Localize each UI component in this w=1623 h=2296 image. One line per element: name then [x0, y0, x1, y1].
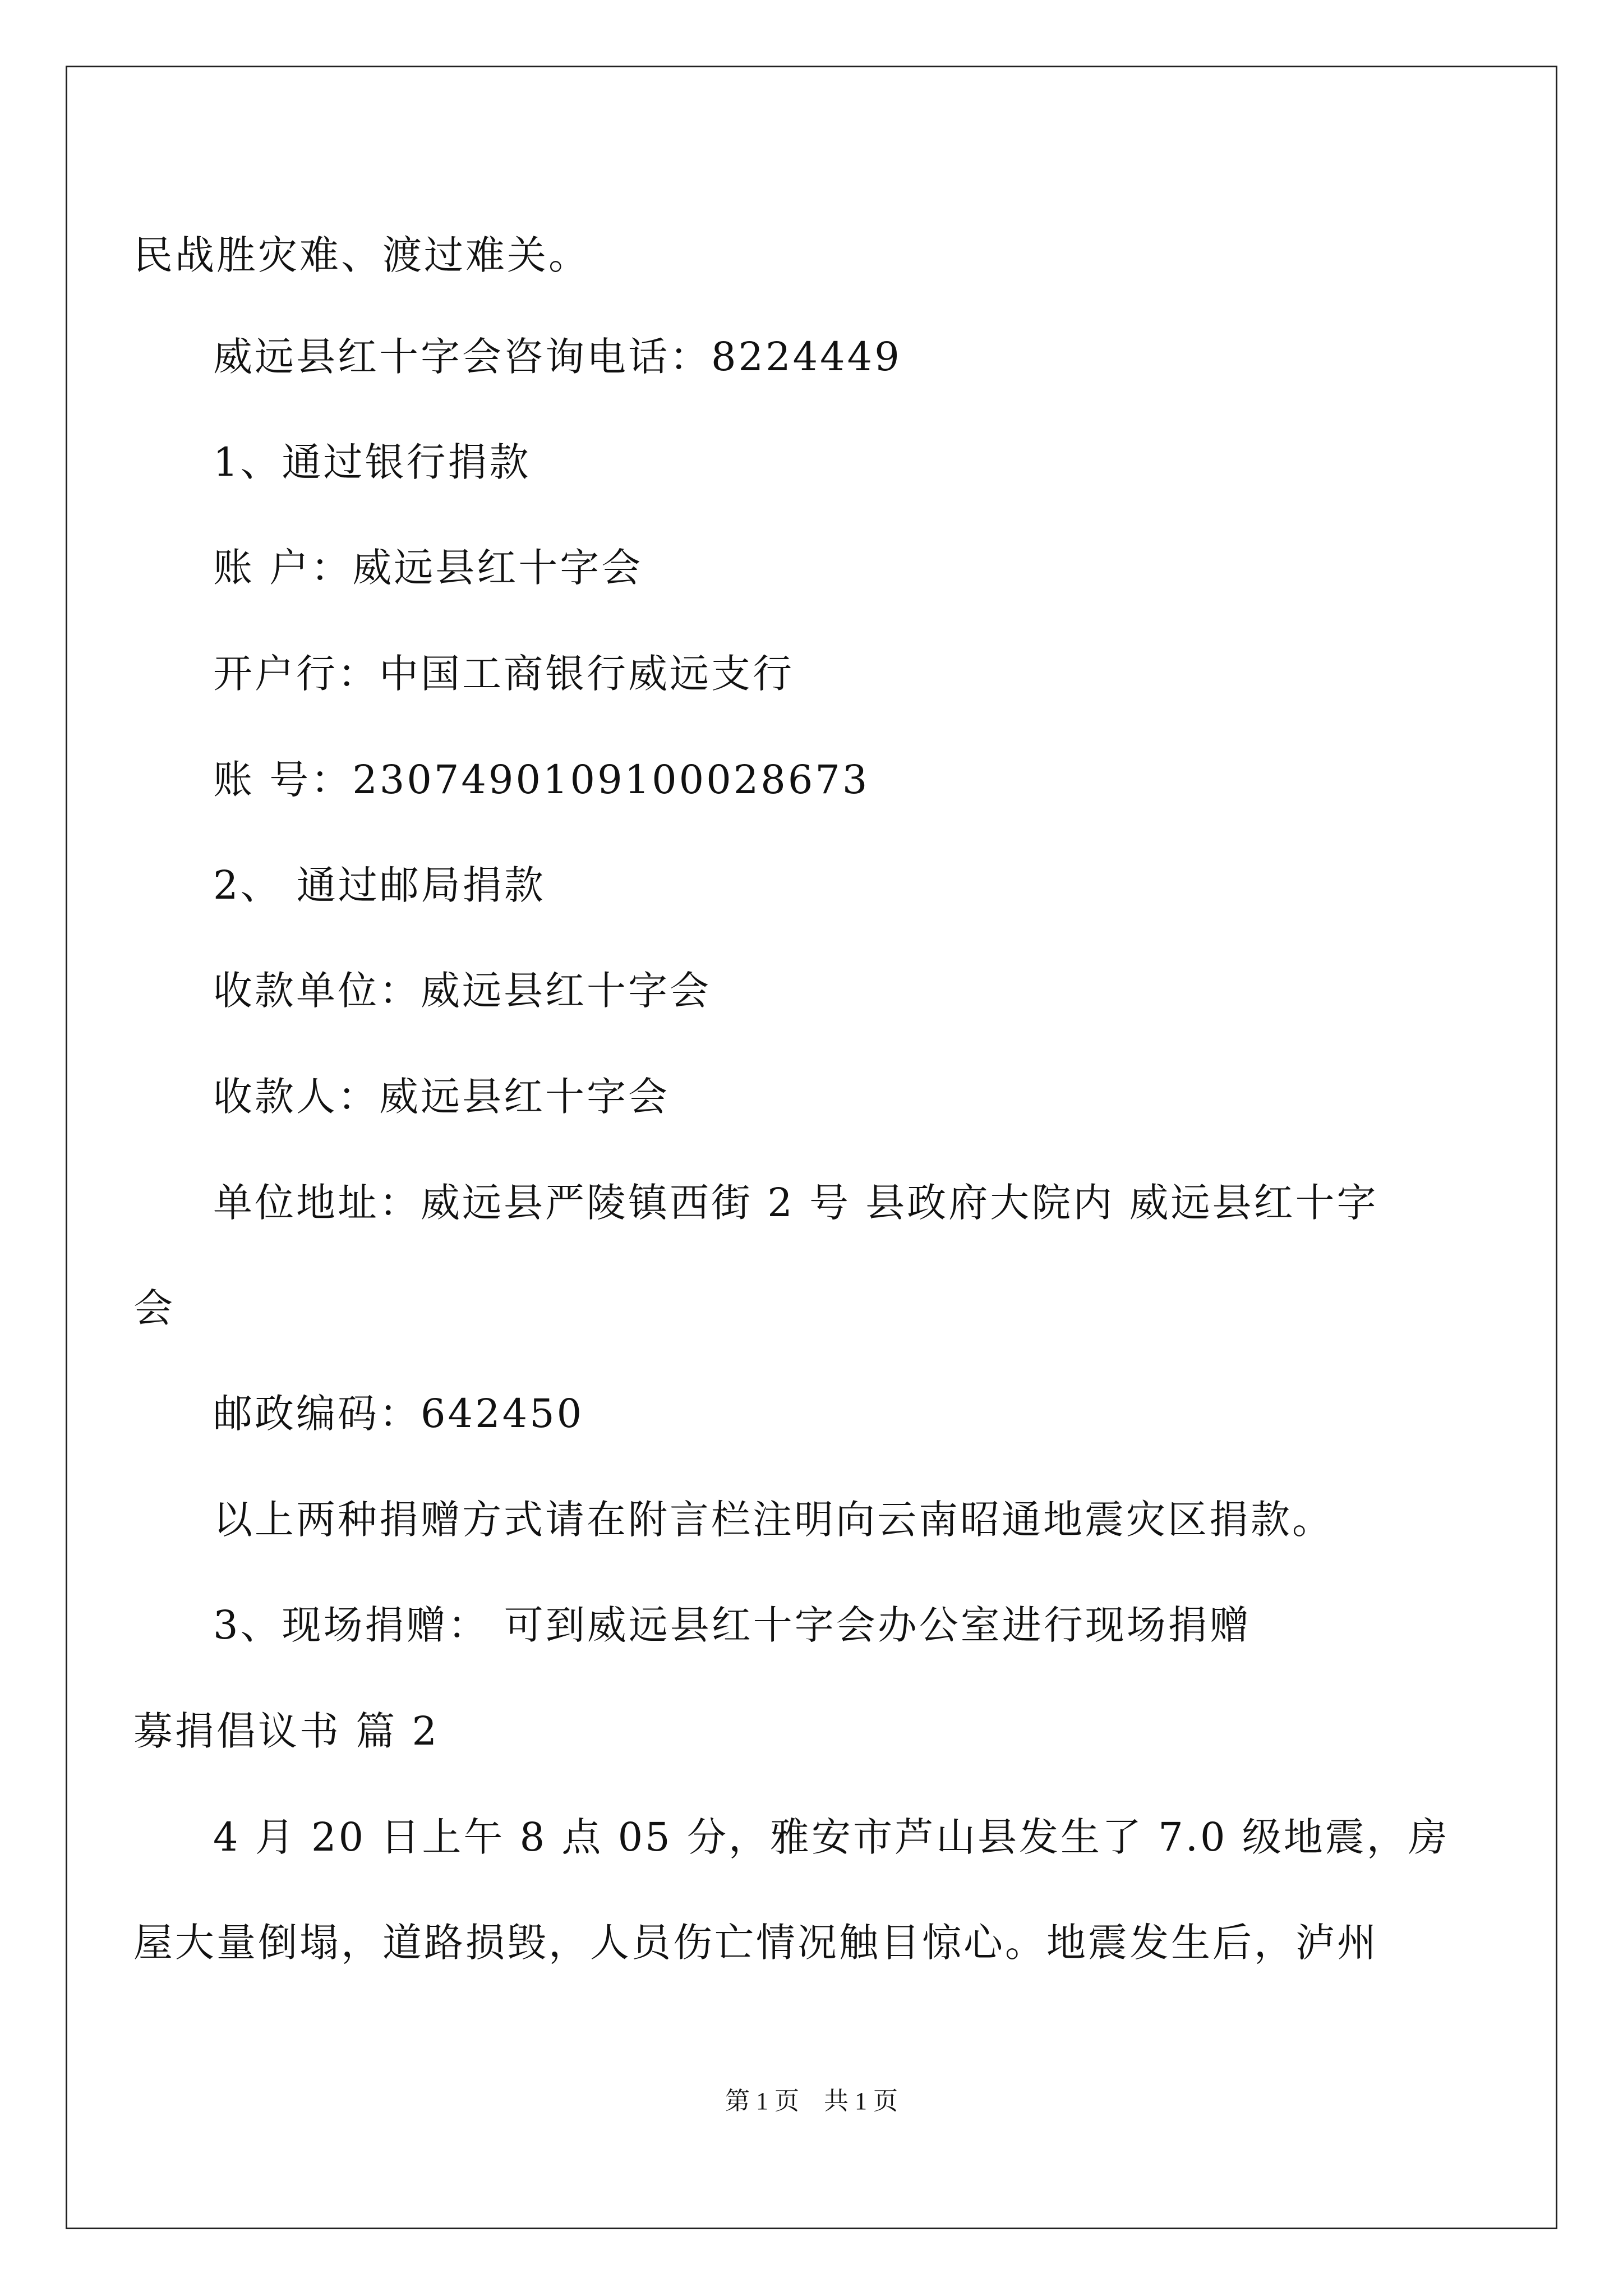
- section-heading: 募捐倡议书 篇 2: [133, 1708, 440, 1754]
- text-line: 屋大量倒塌，道路损毁，人员伤亡情况触目惊心。地震发生后，泸州: [133, 1920, 1378, 1966]
- text-line: 收款人：威远县红十字会: [213, 1074, 670, 1120]
- text-line: 4 月 20 日上午 8 点 05 分，雅安市芦山县发生了 7.0 级地震，房: [213, 1814, 1450, 1860]
- text-line: 收款单位：威远县红十字会: [213, 968, 711, 1014]
- text-line: 2、 通过邮局捐款: [213, 862, 546, 908]
- text-line: 账 户：威远县红十字会: [213, 545, 643, 591]
- text-line: 以上两种捐赠方式请在附言栏注明向云南昭通地震灾区捐款。: [213, 1497, 1334, 1543]
- page-footer: 第 1 页 共 1 页: [725, 2087, 898, 2115]
- text-line: 单位地址：威远县严陵镇西街 2 号 县政府大院内 威远县红十字: [213, 1180, 1378, 1226]
- text-line: 账 号：2307490109100028673: [213, 757, 870, 803]
- page-border: [66, 66, 1557, 2229]
- text-line: 3、现场捐赠： 可到威远县红十字会办公室进行现场捐赠: [213, 1602, 1251, 1648]
- text-line: 威远县红十字会咨询电话：8224449: [213, 334, 902, 380]
- text-line: 民战胜灾难、渡过难关。: [133, 232, 590, 278]
- text-line: 邮政编码：642450: [213, 1391, 584, 1437]
- text-line: 开户行：中国工商银行威远支行: [213, 651, 794, 697]
- text-line: 1、通过银行捐款: [213, 439, 531, 485]
- text-line: 会: [133, 1285, 175, 1331]
